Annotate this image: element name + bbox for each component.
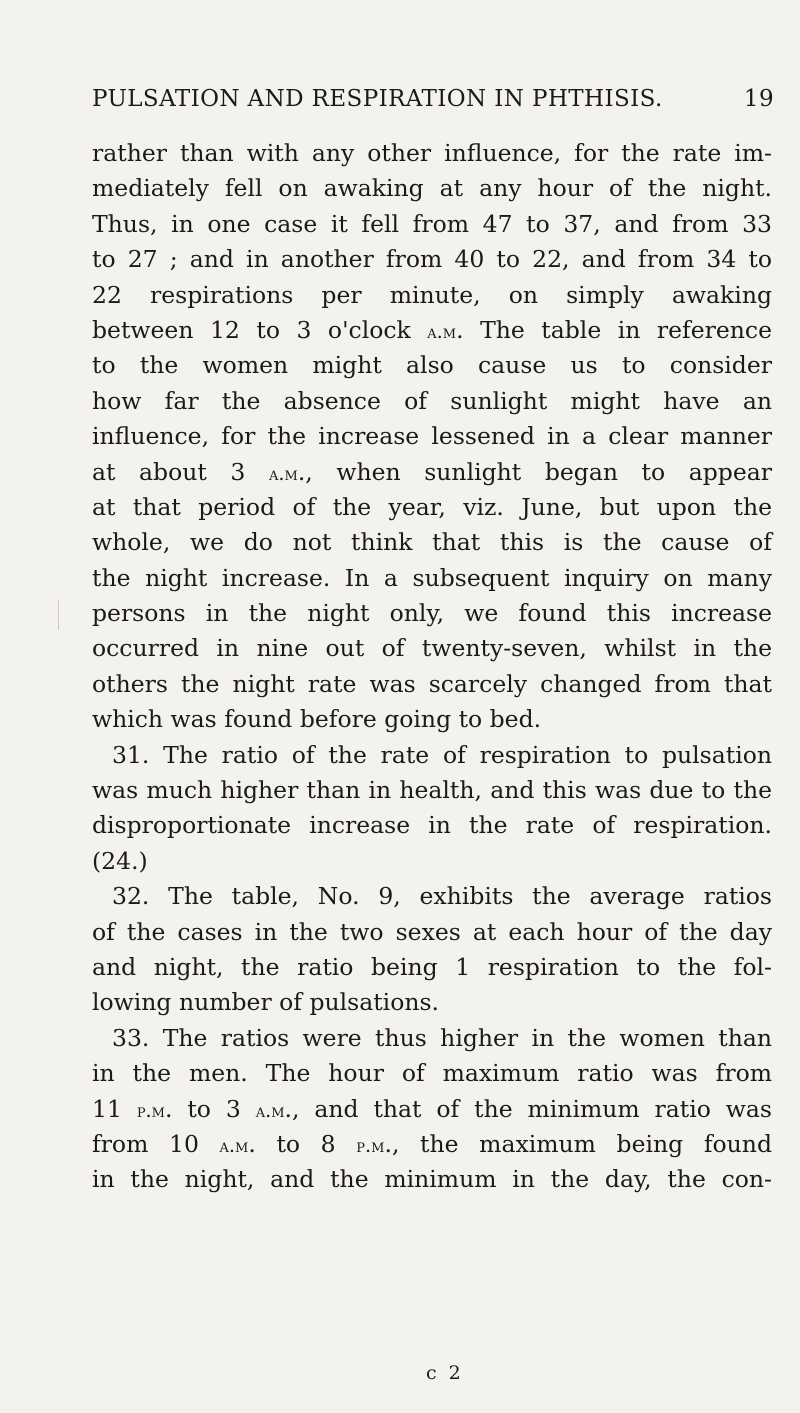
text-line: between 12 to 3 o'clock a.m. The table in reference	[92, 315, 772, 344]
text-line: the night increase. In a subsequent inquiry on many	[92, 563, 772, 592]
text-line: at about 3 a.m., when sunlight began to appear	[92, 457, 772, 486]
text-line: occurred in nine out of twenty-seven, whilst in the	[92, 634, 772, 663]
text-line: disproportionate increase in the rate of respiration.	[92, 811, 772, 840]
text-line: how far the absence of sunlight might have an	[92, 386, 772, 415]
margin-mark	[58, 600, 59, 630]
text-line: rather than with any other influence, for the rate im-	[92, 139, 772, 167]
text-line: and night, the ratio being 1 respiration to the fol-	[92, 952, 772, 981]
text-line: influence, for the increase lessened in a clear manner	[92, 422, 772, 451]
text-line: in the men. The hour of maximum ratio was from	[92, 1059, 772, 1088]
text-line: to 27 ; and in another from 40 to 22, and from 34 to	[92, 245, 772, 274]
body-text	[92, 136, 772, 1198]
text-line: was much higher than in health, and this was due to the	[92, 776, 772, 805]
running-head	[92, 86, 774, 126]
text-line: from 10 a.m. to 8 p.m., the maximum being found	[92, 1129, 772, 1158]
signature-mark: c 2	[426, 1362, 464, 1384]
paragraph-32-first-line: 32. The table, No. 9, exhibits the average ratios	[112, 882, 772, 911]
text-line: at that period of the year, viz. June, but upon the	[92, 492, 772, 521]
paragraph-31-first-line: 31. The ratio of the rate of respiration to pulsation	[112, 740, 772, 769]
text-line: 11 p.m. to 3 a.m., and that of the minimum ratio was	[92, 1094, 772, 1123]
text-line: which was found before going to bed.	[92, 705, 542, 734]
text-line: (24.)	[92, 846, 148, 875]
text-line: lowing number of pulsations.	[92, 988, 440, 1017]
text-line: persons in the night only, we found this increase	[92, 599, 772, 628]
running-title: PULSATION AND RESPIRATION IN PHTHISIS.	[92, 86, 663, 112]
text-line: of the cases in the two sexes at each hour of the day	[92, 917, 772, 946]
paragraph-33-first-line: 33. The ratios were thus higher in the women than	[112, 1023, 772, 1052]
text-line: in the night, and the minimum in the day, the con-	[92, 1165, 772, 1194]
page-number: 19	[743, 86, 774, 112]
text-line: others the night rate was scarcely changed from that	[92, 669, 772, 698]
text-line: mediately fell on awaking at any hour of the night.	[92, 174, 772, 203]
text-line: to the women might also cause us to consider	[92, 351, 772, 380]
text-line: whole, we do not think that this is the cause of	[92, 528, 772, 557]
text-line: 22 respirations per minute, on simply awaking	[92, 280, 772, 309]
text-line: Thus, in one case it fell from 47 to 37, and from 33	[92, 209, 772, 238]
